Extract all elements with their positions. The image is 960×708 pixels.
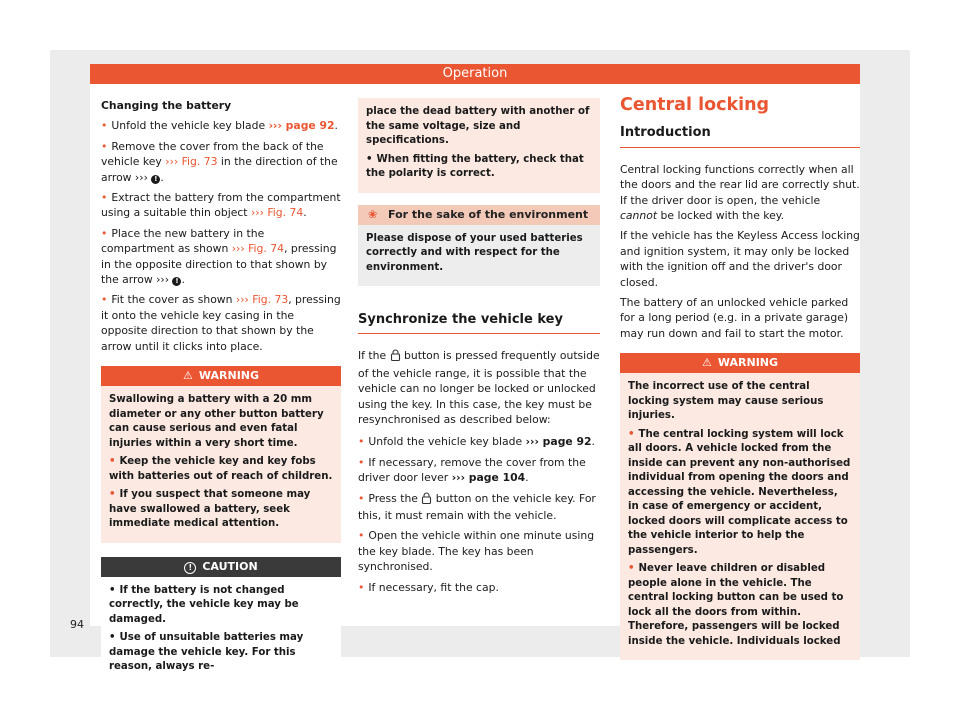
bullet-icon: • — [366, 153, 373, 165]
bullet-icon: • — [358, 580, 365, 594]
caution-header: ! CAUTION — [101, 557, 341, 577]
bullet-icon: • — [628, 563, 635, 575]
bullet-icon: • — [358, 455, 365, 469]
bullet-icon: • — [101, 226, 108, 240]
intro-paragraph: If the vehicle has the Keyless Access locking and ignition system, it may only be locked with the ignition off and the driver's door closed. — [620, 229, 860, 289]
warning-bullet: • Keep the vehicle key and key fobs with batteries out of reach of children. — [109, 456, 333, 482]
lock-icon — [390, 349, 401, 365]
bullet-icon: • — [109, 632, 116, 644]
bullet-icon: • — [101, 119, 108, 133]
step-unfold-key: • Unfold the vehicle key blade ››› page 92. — [101, 119, 338, 133]
bullet-icon: • — [358, 529, 365, 543]
column-3 — [620, 95, 860, 670]
bullet-icon: • — [101, 191, 108, 205]
warning-box — [620, 353, 860, 660]
step-remove-cover: • Remove the cover from the back of the vehicle key ››› Fig. 73 in the direction of the arrow ››› ! . — [101, 139, 338, 184]
step-place-battery: • Place the new battery in the compartment as shown ››› Fig. 74, pressing in the opposite direction to that shown by the arrow ››› ! . — [101, 226, 337, 287]
warning-triangle-icon: ⚠ — [182, 369, 193, 383]
warning-triangle-icon: ⚠ — [701, 356, 712, 370]
sync-intro: If the button is pressed frequently outside of the vehicle range, it is possible that the vehicle can no longer be locked or unlocked using the key. In this case, the key must be resynchronised as described below: — [358, 349, 600, 427]
flower-icon: ❀ — [368, 207, 378, 221]
intro-paragraph: The battery of an unlocked vehicle parked for a long period (e.g. in a private garage) may run down and fail to start the motor. — [620, 296, 849, 340]
sync-step: • Press the button on the vehicle key. For this, it must remain with the vehicle. — [358, 491, 596, 523]
caution-body — [101, 577, 341, 686]
warning-box — [101, 366, 341, 543]
sync-step: • If necessary, remove the cover from the driver door lever ››› page 104. — [358, 455, 586, 485]
bullet-icon: • — [358, 435, 365, 449]
column-1 — [101, 98, 341, 696]
warning-bullet: • If you suspect that someone may have swallowed a battery, seek immediate medical attention. — [109, 489, 311, 530]
info-icon: ! — [172, 277, 181, 286]
step-extract-battery: • Extract the battery from the compartment using a suitable thin object ››› Fig. 74. — [101, 191, 341, 220]
figure-link[interactable]: ››› Fig. 73 — [235, 293, 289, 307]
warning-text: Swallowing a battery with a 20 mm diameter or any other button battery can cause serious and even fatal injuries within a very short time. — [109, 394, 324, 449]
environment-body: Please dispose of your used batteries correctly and with respect for the environment. — [358, 225, 600, 287]
bullet-icon: • — [109, 584, 116, 596]
intro-paragraph: Central locking functions correctly when all the doors and the rear lid are correctly shut. If the driver door is open, the vehicle cannot be locked with the key. — [620, 162, 860, 223]
caution-continued — [358, 98, 600, 193]
figure-link[interactable]: ››› Fig. 74 — [231, 242, 284, 256]
page-number: 94 — [70, 618, 84, 631]
bullet-icon: • — [109, 456, 116, 468]
environment-box — [358, 205, 600, 287]
step-fit-cover: • Fit the cover as shown ››› Fig. 73, pressing it onto the vehicle key casing in the opposite direction to that shown by the arrow until it clicks into place. — [101, 293, 341, 353]
subheading-changing-battery: Changing the battery — [101, 99, 232, 112]
warning-header: ⚠ WARNING — [101, 366, 341, 386]
chapter-title: Central locking — [620, 95, 770, 115]
figure-link[interactable]: ››› Fig. 73 — [165, 155, 218, 169]
environment-header: ❀ For the sake of the environment — [358, 205, 600, 225]
warning-header: ⚠ WARNING — [620, 353, 860, 373]
page-link[interactable]: ››› page 92 — [525, 435, 592, 449]
bullet-icon: • — [628, 428, 635, 440]
warning-text: The incorrect use of the central locking system may cause serious injuries. — [628, 381, 824, 422]
caution-bullet: • If the battery is not changed correctly, the vehicle key may be damaged. — [109, 584, 299, 625]
section-heading-introduction: Introduction — [620, 125, 860, 147]
section-heading-synchronize: Synchronize the vehicle key — [358, 312, 600, 334]
warning-bullet: • Never leave children or disabled people alone in the vehicle. The central locking button can be used to lock all the doors from within. Therefore, passengers will be locked inside the vehicle. Individuals locked — [628, 563, 844, 647]
page-link[interactable]: ››› page 104 — [451, 471, 526, 485]
caution-box — [101, 557, 341, 686]
column-2 — [358, 98, 600, 600]
bullet-icon: • — [358, 491, 365, 505]
caution-bullet: • When fitting the battery, check that the polarity is correct. — [366, 153, 584, 179]
caution-bullet: • Use of unsuitable batteries may damage the vehicle key. For this reason, always re- — [109, 632, 304, 673]
warning-body — [620, 373, 860, 660]
info-icon: ! — [151, 175, 160, 184]
sync-step: • Open the vehicle within one minute using the key blade. The key has been synchronised. — [358, 529, 595, 574]
warning-bullet: • The central locking system will lock all doors. A vehicle locked from the inside can prevent any non-authorised individual from opening the doors and accessing the vehicle. Nevertheless, in case of emergency or accident, locked doors will complicate access to the vehicle interior to help the passengers. — [628, 428, 851, 556]
section-header: Operation — [90, 64, 860, 84]
bullet-icon: • — [101, 139, 108, 153]
figure-link[interactable]: ››› Fig. 74 — [250, 206, 304, 220]
page-link[interactable]: ››› page 92 — [268, 119, 335, 133]
sync-step: • If necessary, fit the cap. — [358, 580, 499, 594]
bullet-icon: • — [101, 293, 108, 307]
sync-step: • Unfold the vehicle key blade ››› page 92. — [358, 435, 595, 449]
caution-continued-text: place the dead battery with another of the same voltage, size and specifications. — [366, 106, 590, 146]
caution-icon: ! — [184, 562, 196, 574]
bullet-icon: • — [109, 489, 116, 501]
warning-body — [101, 386, 341, 543]
lock-icon — [421, 492, 432, 508]
